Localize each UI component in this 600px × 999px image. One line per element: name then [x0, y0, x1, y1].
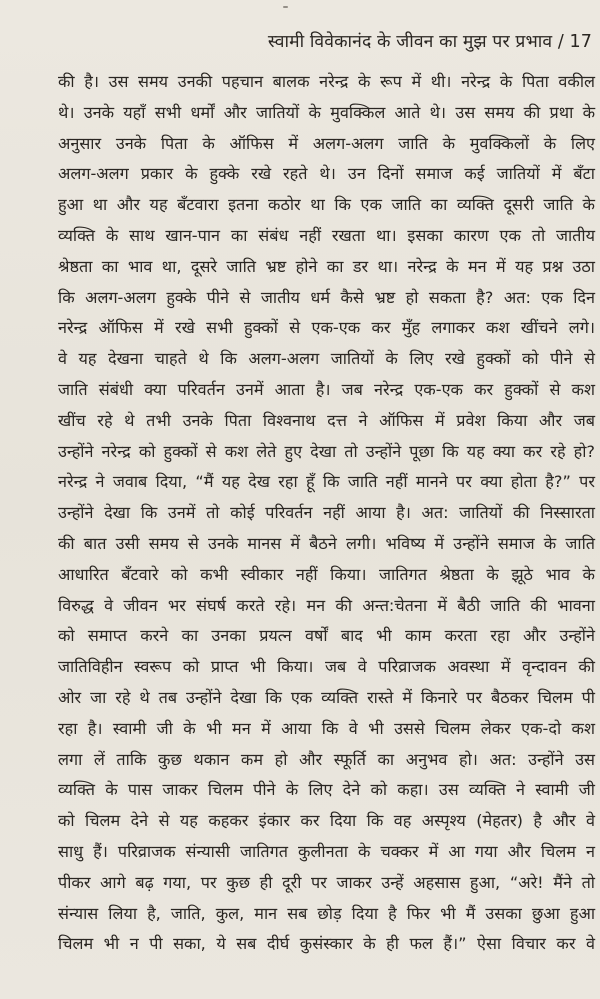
- body-line: थे। उनके यहाँ सभी धर्मों और जातियों के मुवक्किल आते थे। उस समय की प्रथा के: [58, 102, 595, 122]
- body-line: श्रेष्ठता का भाव था, दूसरे जाति भ्रष्ट होने का डर था। नरेन्द्र के मन में यह प्रश्न उठा: [58, 256, 595, 276]
- body-line: कि अलग-अलग हुक्के पीने से जातीय धर्म कैसे भ्रष्ट हो सकता है? अत: एक दिन: [58, 287, 595, 307]
- body-line: जातिविहीन स्वरूप को प्राप्त भी किया। जब वे परिव्राजक अवस्था में वृन्दावन की: [58, 657, 595, 677]
- body-line: को समाप्त करने का उनका प्रयत्न वर्षों बाद भी काम करता रहा और उन्होंने: [58, 626, 595, 646]
- body-line: नरेन्द्र ने जवाब दिया, “मैं यह देख रहा हूँ कि जाति नहीं मानने पर क्या होता है?” पर: [58, 472, 595, 492]
- body-line: उन्होंने देखा कि उनमें तो कोई परिवर्तन नहीं आया है। अत: जातियों की निस्सारता: [58, 503, 595, 523]
- body-line: आधारित बँटवारे को कभी स्वीकार नहीं किया। जातिगत श्रेष्ठता के झूठे भाव के: [58, 564, 595, 584]
- body-line: संन्यास लिया है, जाति, कुल, मान सब छोड़ दिया है फिर भी मैं उसका छुआ हुआ: [58, 903, 595, 923]
- body-line: उन्होंने नरेन्द्र को हुक्कों से कश लेते हुए देखा तो उन्होंने पूछा कि यह क्या कर रहे हो?: [58, 441, 595, 461]
- body-line: रहा है। स्वामी जी के भी मन में आया कि वे भी उससे चिलम लेकर एक-दो कश: [58, 718, 595, 738]
- body-line: लगा लें ताकि कुछ थकान कम हो और स्फूर्ति का अनुभव हो। अत: उन्होंने उस: [58, 749, 596, 769]
- body-line: को चिलम देने से यह कहकर इंकार कर दिया कि वह अस्पृश्य (मेहतर) है और वे: [58, 811, 595, 831]
- running-header: स्वामी विवेकानंद के जीवन का मुझ पर प्रभाव / 17: [267, 32, 592, 52]
- body-line: विरुद्ध वे जीवन भर संघर्ष करते रहे। मन की अन्त:चेतना में बैठी जाति की भावना: [58, 595, 595, 615]
- body-line: पीकर आगे बढ़ गया, पर कुछ ही दूरी पर जाकर उन्हें अहसास हुआ, “अरे! मैंने तो: [58, 872, 595, 892]
- body-line: की बात उसी समय से उनके मानस में बैठने लगी। भविष्य में उन्होंने समाज के जाति: [58, 533, 595, 553]
- body-line: जाति संबंधी क्या परिवर्तन उनमें आता है। जब नरेन्द्र एक-एक कर हुक्कों से कश: [58, 379, 595, 399]
- body-line: नरेन्द्र ऑफिस में रखे सभी हुक्कों से एक-एक कर मुँह लगाकर कश खींचने लगे।: [58, 318, 595, 338]
- body-line: साधु हैं। परिव्राजक संन्यासी जातिगत कुलीनता के चक्कर में आ गया और चिलम न: [58, 841, 595, 861]
- body-text: [0, 67, 600, 960]
- body-line: चिलम भी न पी सका, ये सब दीर्घ कुसंस्कार के ही फल हैं।” ऐसा विचार कर वे: [58, 934, 595, 954]
- print-speck: [283, 6, 288, 8]
- body-line: की है। उस समय उनकी पहचान बालक नरेन्द्र के रूप में थी। नरेन्द्र के पिता वकील: [58, 72, 595, 91]
- body-line: अलग-अलग प्रकार के हुक्के रखे रहते थे। उन दिनों समाज कई जातियों में बँटा: [58, 164, 595, 184]
- body-line: व्यक्ति के साथ खान-पान का संबंध नहीं रखता था। इसका कारण एक तो जातीय: [58, 225, 595, 245]
- body-line: व्यक्ति के पास जाकर चिलम पीने के लिए देने को कहा। उस व्यक्ति ने स्वामी जी: [58, 780, 595, 800]
- body-line: खींच रहे थे तभी उनके पिता विश्वनाथ दत्त ने ऑफिस में प्रवेश किया और जब: [58, 410, 595, 430]
- body-line: हुआ था और यह बँटवारा इतना कठोर था कि एक जाति का व्यक्ति दूसरी जाति के: [58, 195, 595, 215]
- body-line: अनुसार उनके पिता के ऑफिस में अलग-अलग जाति के मुवक्किलों के लिए: [58, 133, 595, 153]
- body-line: वे यह देखना चाहते थे कि अलग-अलग जातियों के लिए रखे हुक्कों को पीने से: [58, 349, 595, 369]
- body-line: ओर जा रहे थे तब उन्होंने देखा कि एक व्यक्ति रास्ते में किनारे पर बैठकर चिलम पी: [58, 687, 595, 707]
